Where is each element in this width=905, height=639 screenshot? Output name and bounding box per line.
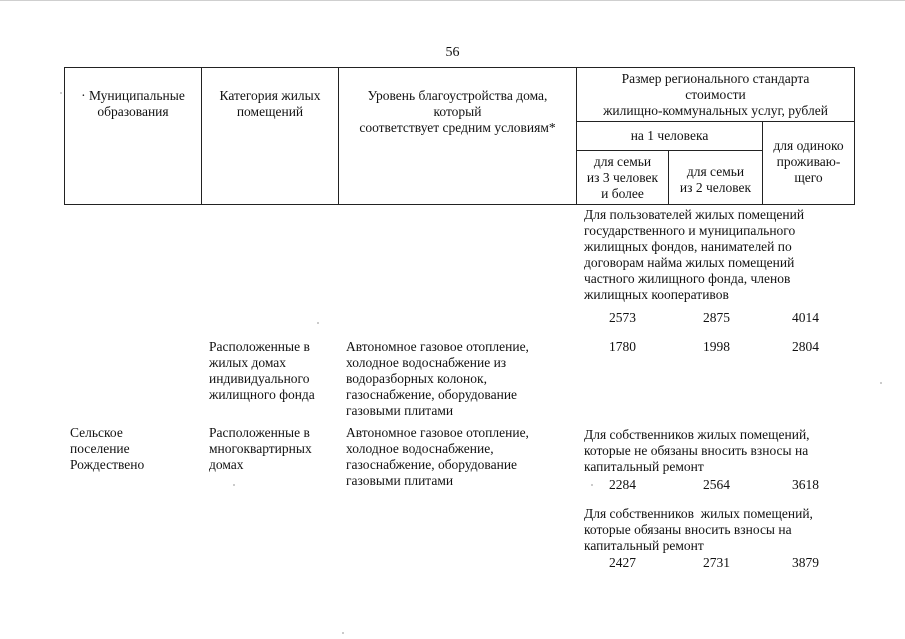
header-cell-standard-size [576,67,855,122]
row2-value-family-2: 1998 [703,339,730,354]
row4-value-family-3: 2427 [609,555,636,570]
scan-speck [60,92,62,94]
row3-value-family-3: 2284 [609,477,636,492]
row1-value-family-2: 2875 [703,310,730,325]
row3-value-single: 3618 [792,477,819,492]
header-standard-size-label: Размер регионального стандарта стоимости жилищно-коммунальных услуг, рублей [603,71,828,118]
header-per-person-label: на 1 человека [630,128,709,143]
header-cell-family-3 [576,150,669,205]
row4-value-family-2: 2731 [703,555,730,570]
header-cell-family-2 [668,150,763,205]
page-top-border [0,0,905,1]
row1-value-single: 4014 [792,310,819,325]
header-cell-single [762,121,855,205]
note-users-tenants: Для пользователей жилых помещений государственного и муниципального жилищных фондов, нанимателей по договорам найма жилых помещений частного жилищного фонда, членов жилищных кооперативов [584,207,805,302]
scan-speck [342,632,344,634]
row3-value-family-2: 2564 [703,477,730,492]
row3-category: Расположенные в многоквартирных домах [209,425,312,472]
header-single-label: для одиноко проживаю- щего [773,138,844,185]
header-cell-per-person [576,121,763,151]
header-family-3-label: для семьи из 3 человек и более [586,154,659,201]
row2-comfort-level: Автономное газовое отопление, холодное водоснабжение из водоразборных колонок, газоснабжение, оборудование газовыми плитами [346,339,529,418]
header-comfort-level-label: Уровень благоустройства дома, который соответствует средним условиям* [359,88,556,135]
note-owners-not-obliged: Для собственников жилых помещений, которые не обязаны вносить взносы на капитальный ремонт [584,427,810,474]
header-cell-category [201,67,339,205]
scan-speck [317,322,319,324]
row2-value-single: 2804 [792,339,819,354]
header-category-label: Категория жилых помещений [219,88,321,119]
row2-category: Расположенные в жилых домах индивидуального жилищного фонда [209,339,315,402]
row4-value-single: 3879 [792,555,819,570]
scan-speck [880,382,882,384]
header-family-2-label: для семьи из 2 человек [679,164,752,195]
note-owners-obliged: Для собственников жилых помещений, которые обязаны вносить взносы на капитальный ремонт [584,506,813,553]
page-number: 56 [445,45,460,60]
header-municipality-label: · Муниципальные образования [81,88,185,119]
row2-value-family-3: 1780 [609,339,636,354]
scan-speck [233,484,235,486]
municipality-name: Сельское поселение Рождествено [70,425,145,472]
header-cell-comfort-level [338,67,577,205]
row3-comfort-level: Автономное газовое отопление, холодное водоснабжение, газоснабжение, оборудование газовыми плитами [346,425,529,488]
row1-value-family-3: 2573 [609,310,636,325]
scan-speck [591,484,593,486]
header-cell-municipality [64,67,202,205]
